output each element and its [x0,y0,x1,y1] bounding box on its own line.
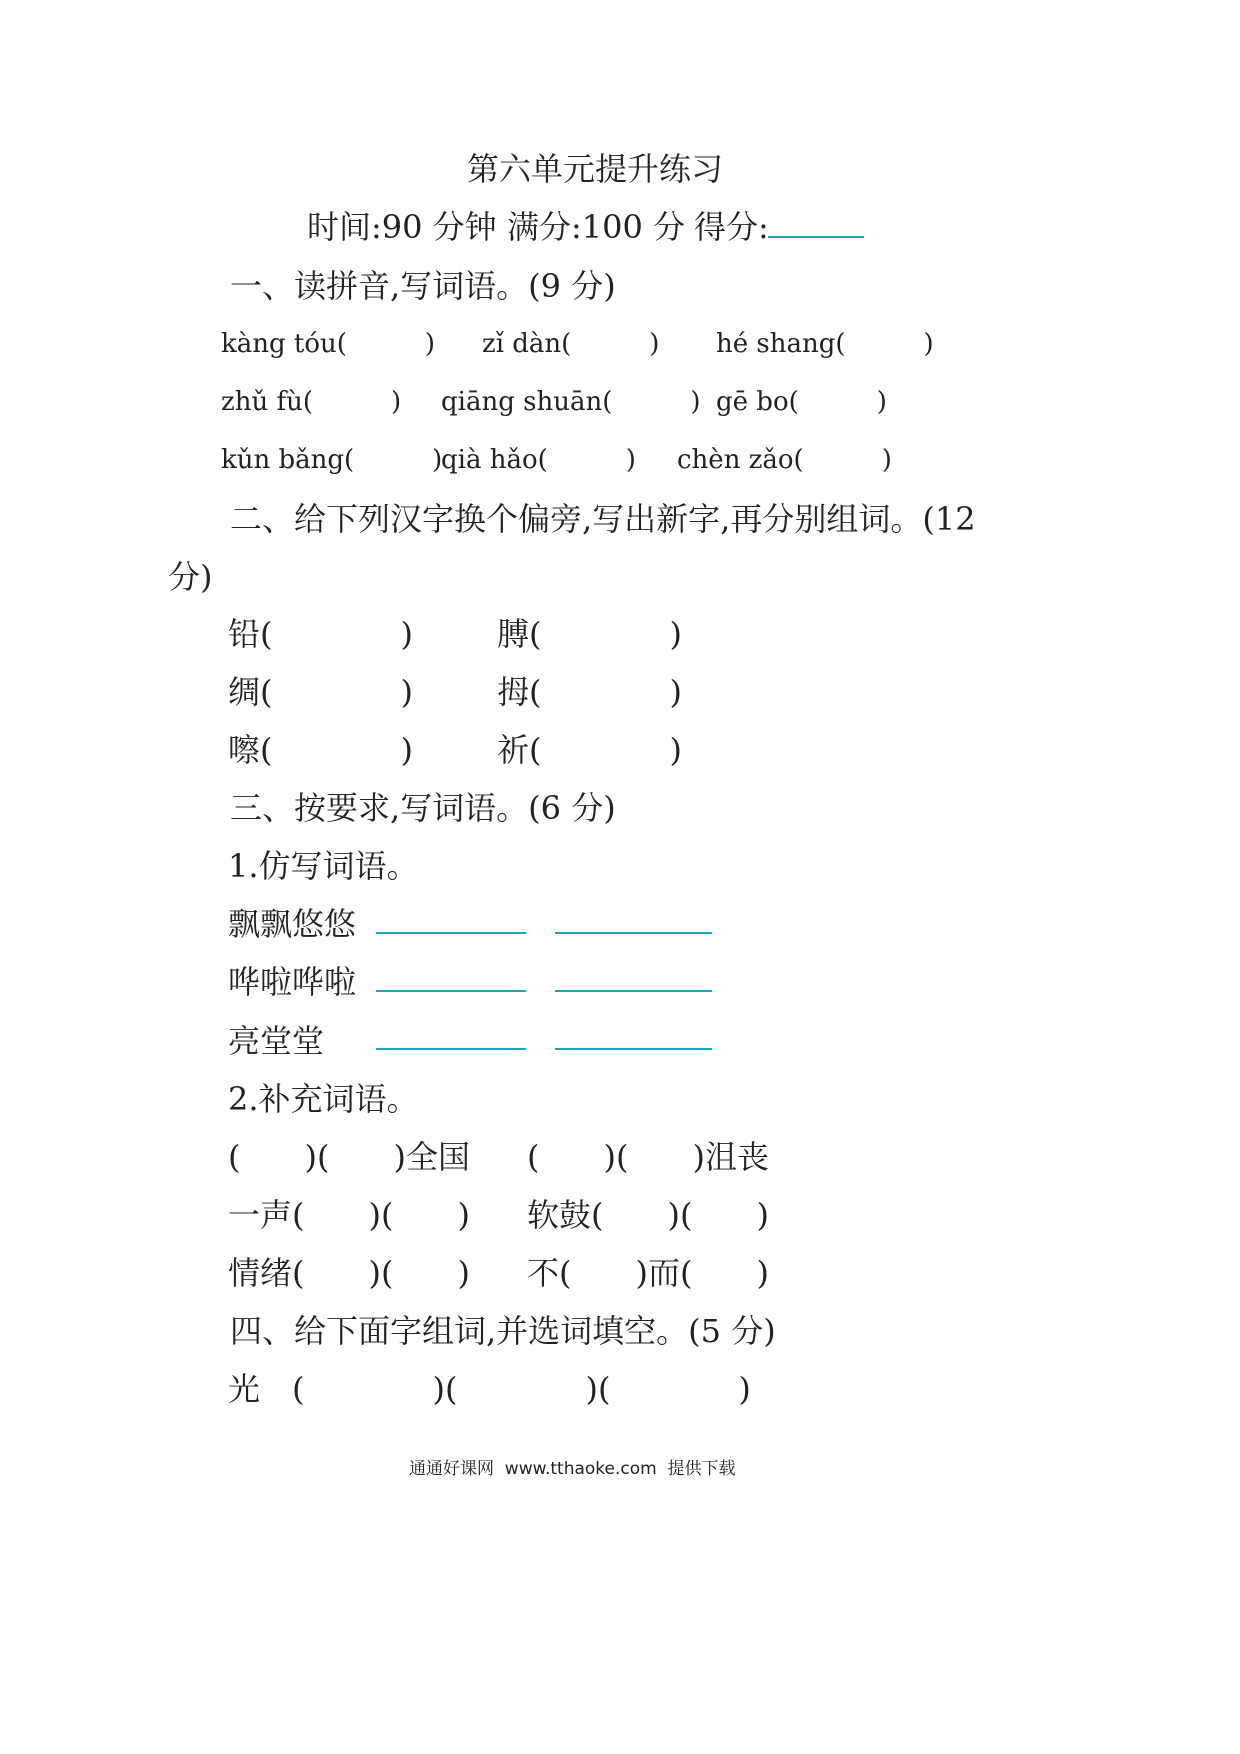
section3-heading: 三、按要求,写词语。(6 分) [230,789,616,827]
imitate-example: 飘飘悠悠 [228,905,357,943]
sub-question-2: 2.补充词语。 [228,1080,419,1118]
section2-heading: 二、给下列汉字换个偏旁,写出新字,再分别组词。(12 [230,500,976,538]
pinyin-item[interactable]: chèn zǎo( ) [677,445,892,475]
imitate-blank[interactable] [555,1048,712,1050]
pinyin-item[interactable]: gē bo( ) [716,387,887,417]
radical-item[interactable]: 拇( ) [497,673,682,711]
page-title: 第六单元提升练习 [467,150,724,188]
score-label: 得分: [694,208,769,246]
full-score: 满分:100 分 [507,208,686,246]
pinyin-item[interactable]: zhǔ fù( ) [221,387,402,417]
fill-item[interactable]: ( )( )沮丧 [527,1138,769,1176]
pinyin-item[interactable]: qià hǎo( ) [441,445,636,475]
section2-heading-cont: 分) [168,558,213,596]
fill-item[interactable]: 不( )而( ) [527,1254,769,1292]
fill-item[interactable]: 情绪( )( ) [228,1254,470,1292]
radical-item[interactable]: 嚓( ) [228,731,413,769]
pinyin-item[interactable]: qiāng shuān( ) [441,387,701,417]
score-blank[interactable] [768,236,864,238]
imitate-blank[interactable] [376,990,526,992]
pinyin-item[interactable]: kǔn bǎng( ) [221,445,443,475]
fill-item[interactable]: 一声( )( ) [228,1196,470,1234]
time-limit: 时间:90 分钟 [307,208,497,246]
pinyin-item[interactable]: kàng tóu( ) [221,329,436,359]
imitate-blank[interactable] [555,990,712,992]
section4-heading: 四、给下面字组词,并选词填空。(5 分) [230,1312,776,1350]
imitate-blank[interactable] [376,1048,526,1050]
sub-question-1: 1.仿写词语。 [228,847,419,885]
imitate-example: 亮堂堂 [228,1022,325,1060]
fill-item[interactable]: ( )( )全国 [228,1138,470,1176]
section1-heading: 一、读拼音,写词语。(9 分) [230,267,616,305]
radical-item[interactable]: 膊( ) [497,615,682,653]
footer-credit: 通通好课网 www.tthaoke.com 提供下载 [409,1459,736,1479]
imitate-example: 哗啦哗啦 [228,963,357,1001]
radical-item[interactable]: 铅( ) [228,615,413,653]
word-group-item[interactable]: 光 ( )( )( ) [228,1370,751,1408]
pinyin-item[interactable]: hé shang( ) [716,329,934,359]
radical-item[interactable]: 绸( ) [228,673,413,711]
fill-item[interactable]: 软鼓( )( ) [527,1196,769,1234]
radical-item[interactable]: 祈( ) [497,731,682,769]
imitate-blank[interactable] [555,932,712,934]
imitate-blank[interactable] [376,932,526,934]
pinyin-item[interactable]: zǐ dàn( ) [482,329,660,359]
